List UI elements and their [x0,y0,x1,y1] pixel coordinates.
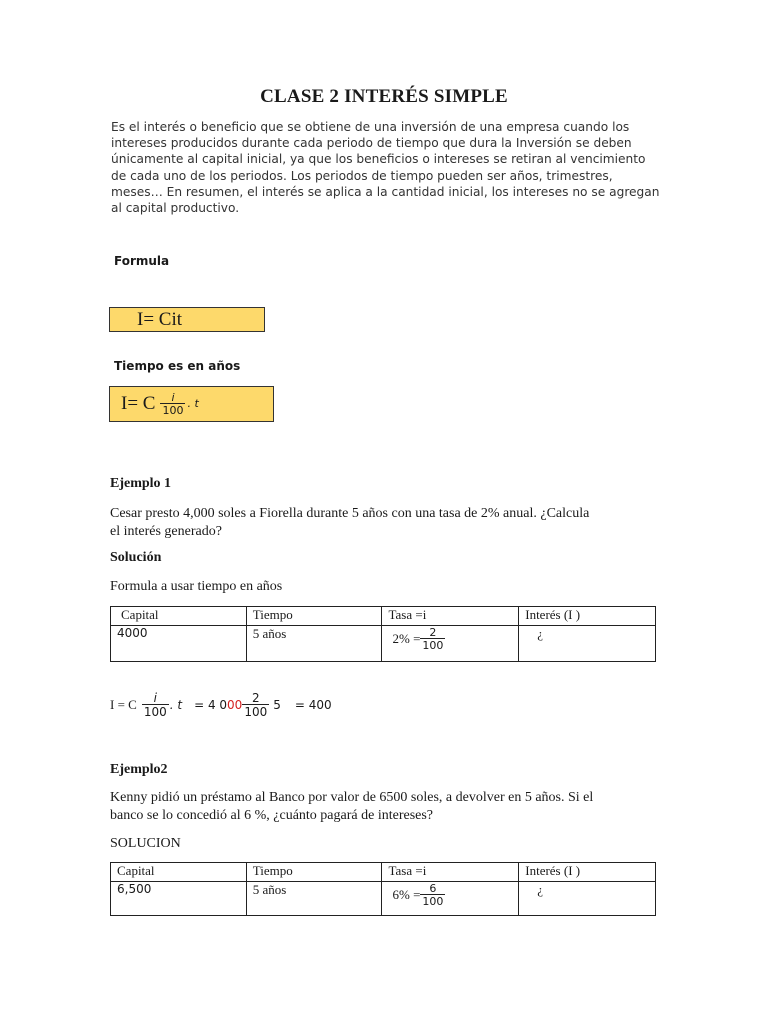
table-header-row [111,863,656,882]
fraction-numerator: 2 [251,691,260,705]
formula-label: Formula [114,254,170,268]
table-row [111,626,656,662]
table-header-row [111,607,656,626]
statement-line: el interés generado? [110,524,222,539]
example1-formula-note: Formula a usar tiempo en años [110,579,283,594]
intro-line: únicamente al capital inicial, ya que los beneficios o intereses se retiran al vencimiento [111,152,646,167]
formula-years-tail: . t [187,396,199,410]
example2-table [110,862,656,916]
cell-interes: ¿ [519,626,656,662]
formula-basic-text: I= Cit [137,309,183,330]
calc-formula-tail: . t [169,698,183,712]
formula-years-fraction [160,392,185,416]
tasa-prefix: 6% = [392,887,421,902]
fraction-denominator: 100 [143,705,167,719]
tasa-fraction [420,627,445,651]
calc-years: 5 [273,698,281,712]
cell-tiempo: 5 años [246,882,382,916]
fraction-denominator: 100 [244,705,268,719]
fraction-denominator: 100 [422,639,444,652]
formula-box-basic [109,307,265,332]
page-title: CLASE 2 INTERÉS SIMPLE [260,86,508,107]
fraction-denominator: 100 [422,895,444,908]
intro-line: intereses producidos durante cada periodo de tiempo que dura la Inversión se deben [111,136,632,151]
calc-formula-fraction [142,692,169,718]
time-label: Tiempo es en años [114,359,241,373]
tasa-fraction [420,883,445,907]
example1-table [110,606,656,662]
calc-highlight-digits: 00 [227,698,243,712]
intro-line: Es el interés o beneficio que se obtiene de una inversión de una empresa cuando los [111,120,630,134]
fraction-denominator: 100 [162,404,184,417]
cell-tiempo: 5 años [246,626,382,662]
tasa-prefix: 2% = [392,631,421,646]
cell-capital: 6,500 [111,882,247,916]
intro-line: meses… En resumen, el interés se aplica a la cantidad inicial, los intereses no se agregan [111,184,660,199]
formula-box-years [109,386,274,422]
table-row [111,882,656,916]
intro-line: al capital productivo. [111,201,240,216]
intro-line: de cada uno de los periodos. Los periodos de tiempo pueden ser años, trimestres, [111,168,613,183]
calc-lhs: I = C [110,697,137,712]
calc-rate-fraction [242,692,269,718]
calc-capital-value: = 4 0 [194,698,228,712]
fraction-numerator: i [171,391,175,404]
fraction-numerator: i [153,691,157,705]
cell-tasa [382,882,519,916]
example1-calculation [110,688,332,722]
calc-result: = 400 [294,698,332,712]
header-tasa: Tasa =i [382,607,519,626]
statement-line: Kenny pidió un préstamo al Banco por valor de 6500 soles, a devolver en 5 años. Si el [110,790,594,805]
example1-statement [110,505,670,541]
formula-years-lhs: I= C [121,393,156,414]
fraction-numerator: 2 [429,626,437,639]
header-tiempo: Tiempo [246,607,382,626]
cell-interes: ¿ [519,882,656,916]
statement-line: banco se lo concedió al 6 %, ¿cuánto pagará de intereses? [110,808,434,823]
header-tasa: Tasa =i [382,863,519,882]
cell-tasa [382,626,519,662]
example1-solution-heading: Solución [110,550,162,565]
cell-capital: 4000 [111,626,247,662]
header-tiempo: Tiempo [246,863,382,882]
example1-heading: Ejemplo 1 [110,476,172,491]
example2-heading: Ejemplo2 [110,762,168,777]
example2-statement [110,789,670,825]
intro-paragraph [111,119,661,216]
header-capital: Capital [111,863,247,882]
header-capital: Capital [111,607,247,626]
statement-line: Cesar presto 4,000 soles a Fiorella durante 5 años con una tasa de 2% anual. ¿Calcula [110,506,590,521]
fraction-numerator: 6 [429,882,437,895]
header-interes: Interés (I ) [519,607,656,626]
example2-solution-heading: SOLUCION [110,836,181,851]
header-interes: Interés (I ) [519,863,656,882]
